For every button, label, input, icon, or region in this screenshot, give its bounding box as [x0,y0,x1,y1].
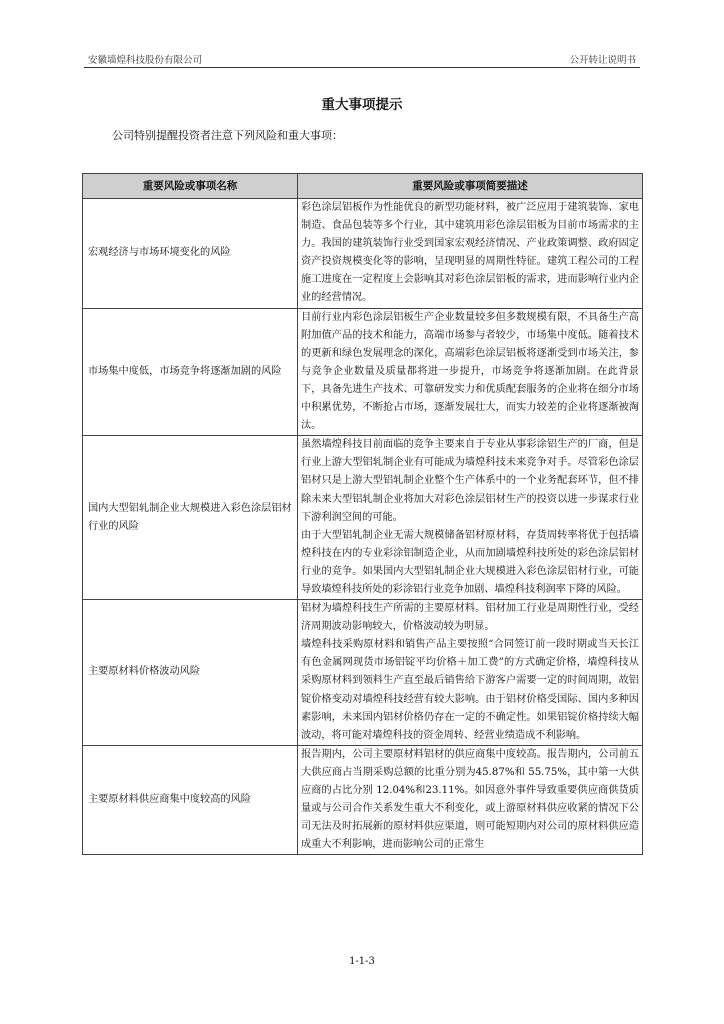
table-row [83,308,643,436]
risk-name: 主要原材料供应商集中度较高的风险 [83,745,298,855]
risk-description [298,600,643,746]
table-header-row [83,174,643,199]
table-row [83,600,643,746]
risk-paragraph: 墙煌科技采购原材料和销售产品主要按照“合同签订前一段时期或当天长江有色金属网现货市场铝锭平均价格＋加工费”的方式确定价格，墙煌科技从采购原材料到领料生产直至最后销售给下游客户需要一定的时间周期，故铝锭价格变动对墙煌科技经营有较大影响。由于铝材价格受国际、国内多种因素影响，未来国内铝材价格仍存在一定的不确定性。如果铝锭价格持续大幅波动，将可能对墙煌科技的资金周转、经营业绩造成不利影响。 [301,639,639,741]
page-title: 重大事项提示 [321,97,403,113]
header-company: 安徽墙煌科技股份有限公司 [88,55,203,66]
column-header-name: 重要风险或事项名称 [83,174,298,199]
risk-name: 主要原材料价格波动风险 [83,600,298,746]
table-row [83,436,643,600]
risk-paragraph: 彩色涂层铝板作为性能优良的新型功能材料，被广泛应用于建筑装饰、家电制造、食品包装等多个行业，其中建筑用彩色涂层铝板为目前市场需求的主力。我国的建筑装饰行业受到国家宏观经济情况、产业政策调整、政府固定资产投资规模变化等的影响，呈现明显的周期性特征。建筑工程公司的工程施工进度在一定程度上会影响其对彩色涂层铝板的需求，进而影响行业内企业的经营情况。 [301,202,639,304]
header-rule [84,67,640,68]
risk-description [298,436,643,600]
risk-description [298,745,643,855]
risk-paragraph: 报告期内，公司主要原材料铝材的供应商集中度较高。报告期内，公司前五大供应商占当期采购总额的比重分别为45.87%和 55.75%，其中第一大供应商的占比分别 12.04%和23.11%。如因意外事件导致重要供应商供货质量或与公司合作关系发生重大不利变化，或上游原材料供应收紧的情况下公司无法及时拓展新的原材料供应渠道，则可能短期内对公司的原材料供应造成重大不利影响，进而影响公司的正常生 [301,748,639,851]
risk-paragraph: 由于大型铝轧制企业无需大规模储备铝材原材料，存货周转率将优于包括墙煌科技在内的专业彩涂铝制造企业，从而加剧墙煌科技所处的彩色涂层铝材行业的竞争。如果国内大型铝轧制企业大规模进入彩色涂层铝材行业，可能导致墙煌科技所处的彩涂铝行业竞争加剧、墙煌科技利润率下降的风险。 [301,529,639,595]
risk-description [298,199,643,309]
page-number: 1-1-3 [349,956,375,967]
table-row [83,199,643,309]
intro-text: 公司特别提醒投资者注意下列风险和重大事项： [112,129,343,142]
risk-table [82,173,643,855]
risk-paragraph: 虽然墙煌科技目前面临的竞争主要来自于专业从事彩涂铝生产的厂商，但是行业上游大型铝轧制企业有可能成为墙煌科技未来竞争对手。尽管彩色涂层铝材只是上游大型铝轧制企业整个生产体系中的一个业务配套环节，但不排除未来大型铝轧制企业将加大对彩色涂层铝材生产的投资以进一步谋求行业下游利润空间的可能。 [301,439,639,523]
header-doc-type: 公开转让说明书 [569,55,636,66]
risk-paragraph: 目前行业内彩色涂层铝板生产企业数量较多但多数规模有限，不具备生产高附加值产品的技术和能力，高端市场参与者较少，市场集中度低。随着技术的更新和绿色发展理念的深化，高端彩色涂层铝板将逐渐受到市场关注，参与竞争企业数量及质量都将进一步提升，市场竞争将逐渐加剧。在此背景下，具备先进生产技术、可靠研发实力和优质配套服务的企业将在细分市场中积累优势，不断抢占市场，逐渐发展壮大，而实力较差的企业将逐渐被淘汰。 [301,311,639,432]
column-header-desc: 重要风险或事项简要描述 [298,174,643,199]
risk-name: 宏观经济与市场环境变化的风险 [83,199,298,309]
risk-name: 市场集中度低，市场竞争将逐渐加剧的风险 [83,308,298,436]
risk-description [298,308,643,436]
risk-name: 国内大型铝轧制企业大规模进入彩色涂层铝材行业的风险 [83,436,298,600]
page-header [88,52,636,66]
table-row [83,745,643,855]
risk-paragraph: 铝材为墙煌科技生产所需的主要原材料。铝材加工行业是周期性行业，受经济周期波动影响较大，价格波动较为明显。 [301,603,639,633]
